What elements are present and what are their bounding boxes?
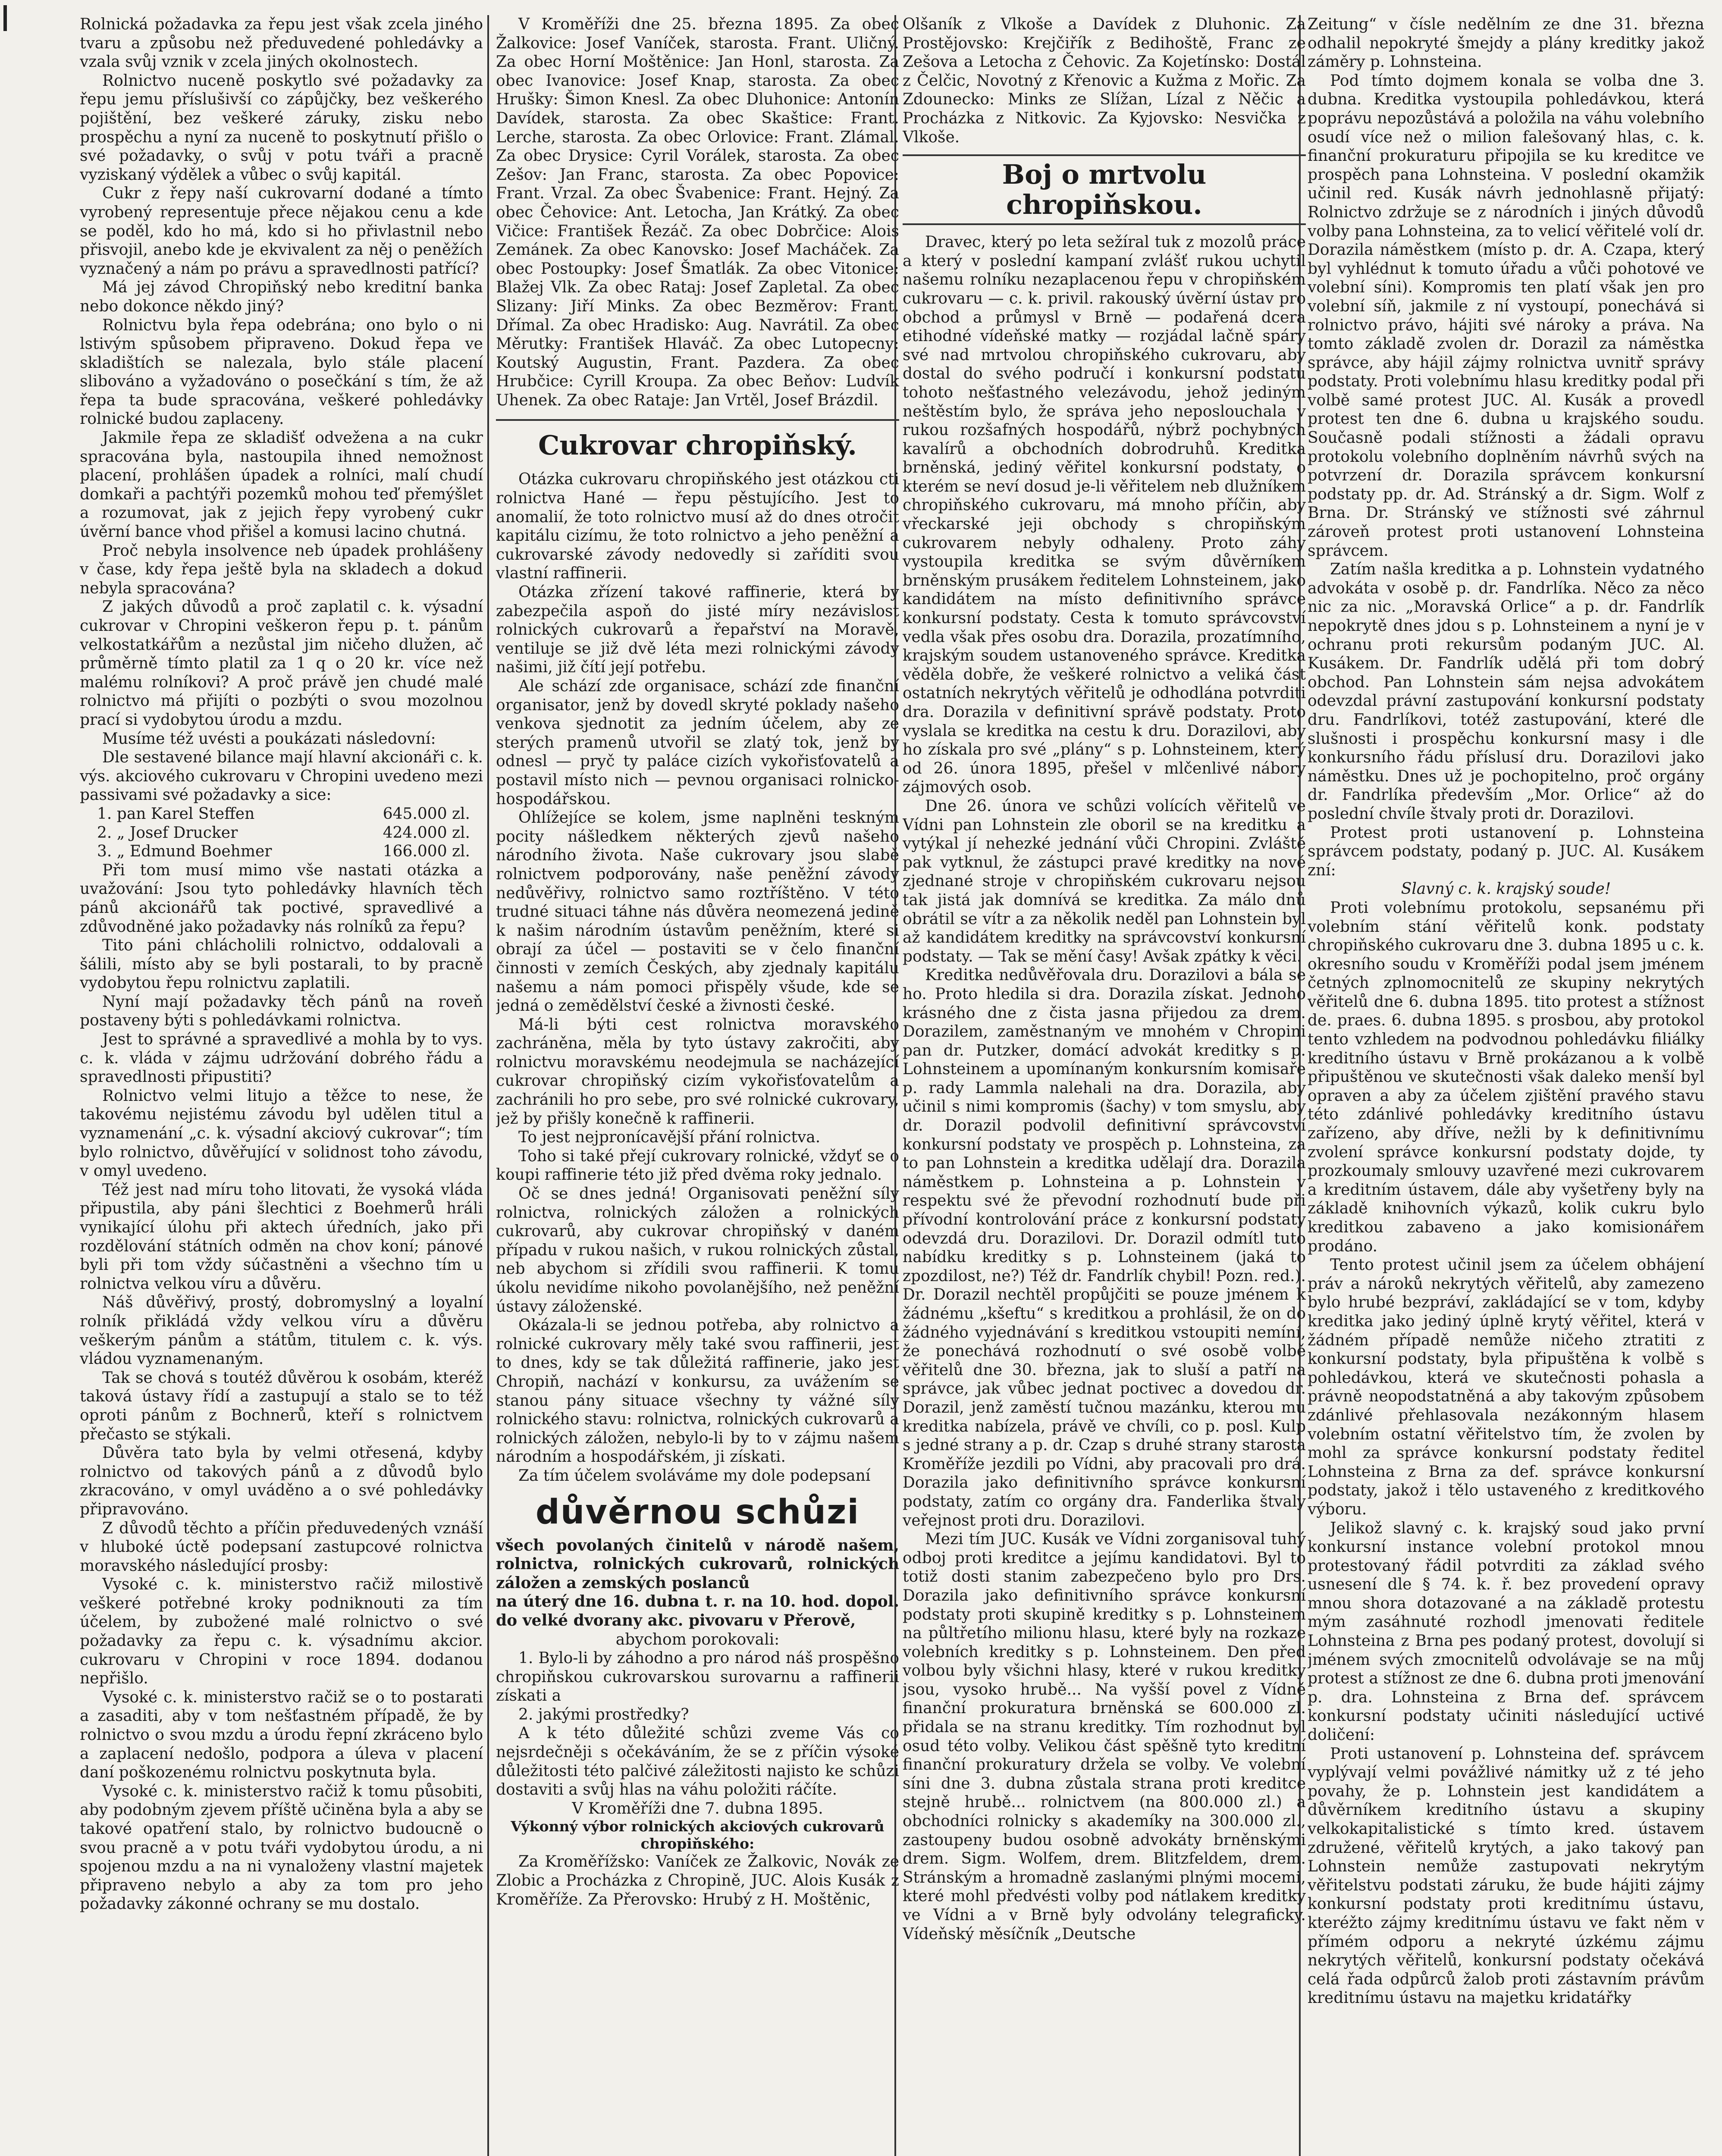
paragraph: Jelikož slavný c. k. krajský soud jako první konkursní instance volební protokol mnou protestovaný řádil potvrditi za základ svého usnesení dle § 74. k. ř. bez provedení opravy mnou shora dotazované a na základě protestu mým zasáhnuté rozhodl jmenovati ředitele Lohnsteina z Brna pes podaný protest, dovolují si jménem svých zmocnitelů odvolávaje se na můj protest a stížnost ze dne 6. dubna proti jmenování p. dra. Lohnsteina z Brna def. správcem konkursní podstaty učiniti následující uctivé doličení: bbox=[1308, 1519, 1704, 1744]
paragraph: Vysoké c. k. ministerstvo račiž se o to postarati a zasaditi, aby v tom nešťastném případě, že by rolnictvo o svou mzdu a úrodu řepní zkráceno bylo a zaplacení nedošlo, podpora a úleva v placení daní poškozenému rolnictvu poskytnuta byla. bbox=[80, 1688, 483, 1782]
dateline: V Kroměříži dne 7. dubna 1895. bbox=[572, 1799, 823, 1818]
paragraph: Okázala-li se jednou potřeba, aby rolnictvo a rolnické cukrovary měly také svou raffinerii, jest to dnes, kdy se tak důležitá raffinerie, jako jest Chropiň, nachází v konkursu, za uvážením se stanou pány situace všechny ty vážné síly rolnického stavu: rolnictva, rolnických cukrovarů a rolnických záložen, nebylo-li by to v zájmu našem národním a hospodářském, ji získati. bbox=[496, 1316, 899, 1466]
meeting-date: na úterý dne 16. dubna t. r. na 10. hod. dopol. do velké dvorany akc. pivovaru v Přerově, bbox=[496, 1592, 899, 1630]
paragraph: Tento protest učinil jsem za účelem obhájení práv a nároků nekrytých věřitelů, aby zamezeno bylo hrubé bezpráví, zakládající se v tom, kdyby kreditka jako jediný úplně krytý věřitel, která v žádném případě nemůže ničeho ztratiti z konkursní podstaty, byla připuštěna k volbě s pohledávkou, která ve skutečnosti pohasla a právně neopodstatněná a aby takovým způsobem zdánlivé přehlasovala nezákonným hlasem volebním ostatní věřitelstvo tím, že zvolen by mohl za správce konkursní podstaty ředitel Lohnsteina z Brna za def. správce konkursní podstaty, jakož i tělo ustaveného z kreditkového výboru. bbox=[1308, 1256, 1704, 1518]
paragraph: V Kroměříži dne 25. března 1895. Za obec Žalkovice: Josef Vaníček, starosta. Frant. Uličný. Za obec Horní Moštěnice: Jan Honl, starosta. Za obec Ivanovice: Josef Knap, starosta. Za obec Hrušky: Šimon Knesl. Za obec Dluhonice: Antonín Davídek, starosta. Za obec Skaštice: Frant. Lerche, starosta. Za obec Orlovice: Frant. Zlámal. Za obec Drysice: Cyril Vorálek, starosta. Za obec Zešov: Jan Franc, starosta. Za obec Popovice: Frant. Vrzal. Za obec Švabenice: Frant. Hejný. Za obec Čehovice: Ant. Letocha, Jan Krátký. Za obec Vičice: František Řezáč. Za obec Dobrčice: Alois Zemánek. Za obec Kanovsko: Josef Macháček. Za obec Postoupky: Josef Šmatlák. Za obec Vitonice: Blažej Vlk. Za obec Rataj: Josef Zapletal. Za obec Slizany: Jiří Minks. Za obec Bezměrov: Frant. Dřímal. Za obec Hradisko: Aug. Navrátil. Za obec Měrutky: František Hlaváč. Za obec Lutopecny: Koutský Augustin, Frant. Pazdera. Za obec Hrubčice: Cyrill Kroupa. Za obec Beňov: Ludvík Uhenek. Za obec Rataje: Jan Vrtěl, Josef Brázdil. bbox=[496, 16, 899, 409]
paragraph: Toho si také přejí cukrovary rolnické, vždyť se o koupi raffinerie této již před dvěma roky jednalo. bbox=[496, 1147, 899, 1184]
paragraph: Vysoké c. k. ministerstvo račiž milostivě veškeré potřebné kroky podniknouti za tím účelem, by zubožené malé rolnictvo o své požadavky za řepu c. k. výsadnímu akcior. cukrovaru v Chropini v roce 1894. dodanou nepřišlo. bbox=[80, 1576, 483, 1688]
column-4 bbox=[1308, 15, 1704, 2156]
paragraph: Oč se dnes jedná! Organisovati peněžní síly rolnictva, rolnických záložen a rolnických cukrovarů, aby cukrovar chropiňský v daném případu v rukou našich, v rukou rolnických zůstal, neb abychom si zřídili svou raffinerii. K tomu úkolu nevidíme nikoho povolanějšího, než peněžní ústavy záloženské. bbox=[496, 1185, 899, 1316]
paragraph: Otázka zřízení takové raffinerie, která by zabezpečila aspoň do jisté míry nezávislost rolnických cukrovarů a řepařství na Moravě, ventiluje se již dvě léta mezi rolnickými závody našimi, již čítí její potřebu. bbox=[496, 583, 899, 677]
paragraph: Dle sestavené bilance mají hlavní akcionáři c. k. výs. akciového cukrovaru v Chropini uvedeno mezi passivami své požadavky a sice: bbox=[80, 749, 483, 804]
paragraph: Ale schází zde organisace, schází zde finanční organisator, jenž by dovedl skryté poklady našeho venkova sjednotit za jedním účelem, aby ze sterých pramenů utvořil se zlatý tok, jenž by odnesl — pryč ty paláce cizích vykořisťovatelů a postavil místo nich — pevnou organisaci rolnicko-hospodářskou. bbox=[496, 677, 899, 808]
paragraph: Jakmile řepa ze skladišť odvežena a na cukr spracována byla, nastoupila ihned nemožnost placení, prohlášen úpadek a rolníci, malí chudí domkaři a pachtýři pozemků mohou teď přemýšlet a rozumovat, jak z jejich řepy vyrobený cukr úvěrní bance vhod přišel a komusi lacino chutná. bbox=[80, 429, 483, 541]
paragraph: Kreditka nedůvěřovala dru. Dorazilovi a bála se ho. Proto hledila si dra. Dorazila získat. Jednoho krásného dne z čista jasna přijedou za drem. Dorazilem, zaměstnaným ve mnohém v Chropini pan dr. Putzker, domácí advokát kreditky s p. Lohnsteinem a upomínaným konkursním komisaře p. rady Lammla nalehali na dra. Dorazila, aby učinil s nimi kompromis (šachy) v tom smyslu, aby dr. Dorazil podvolil definitivní správcovství konkursní podstaty ve prospěch p. Lohnsteina, za to pan Lohnstein a kreditka udělají dra. Dorazila náměstkem p. Lohnsteina a p. Lohnstein v respektu své že převodní rozhodnutí bude při přívodní kontrolování práce z konkursní podstaty odevzdá dru. Dorazilovi. Dr. Dorazil odmítl tuto nabídku kreditky s p. Lohnsteinem (jaká to zpozdilost, ne?) Též dr. Fandrlík chybil! Pozn. red.). Dr. Dorazil nechtěl propůjčiti se pouze jménem k žádnému „kšeftu“ s kreditkou a prohlásil, že on do žádného vyjednávání s kreditkou vstoupiti nemíní, že ponechává rozhodnutí o své osobě volbě věřitelů dne 30. března, jak to sluší a patří na správce, jak vůbec jednat poctivec a dovedou dr. Dorazil, jenž zaměstí tučnou mazánku, kterou mu kreditka nabízela, právě ve chvíli, co p. posl. Kulp s jedné strany a p. dr. Czap s druhé strany starosta Kroměříže jezdili po Vídni, aby pracovali pro drá. Dorazila jako definitivního správce konkursní podstaty, zatím co orgány dra. Fanderlika štvaly veřejnost proti dru. Dorazilovi. bbox=[903, 966, 1306, 1529]
paragraph: Nyní mají požadavky těch pánů na roveň postaveny býti s pohledávkami rolnictva. bbox=[80, 993, 483, 1030]
paragraph: Z důvodů těchto a příčin předuvedených vznáší v hluboké úctě podepsaní zastupcové rolnictva moravského následující prosby: bbox=[80, 1519, 483, 1575]
paragraph: všech povolaných činitelů v národě našem, rolnictva, rolnických cukrovarů, rolnických záložen a zemských poslanců bbox=[496, 1536, 899, 1592]
paragraph: Důvěra tato byla by velmi otřesená, kdyby rolnictvo od takových pánů a z důvodů bylo zkracováno, v omyl uváděno a o své pohledávky připravováno. bbox=[80, 1444, 483, 1518]
paragraph: Zatím našla kreditka a p. Lohnstein vydatného advokáta v osobě p. dr. Fandrlíka. Něco za něco nic za nic. „Moravská Orlice“ a p. dr. Fandrlík nepokrytě dnes jdou s p. Lohnsteinem a nyní je v ochranu proti rekursům podaným JUC. Al. Kusákem. Dr. Fandrlík udělá při tom dobrý obchod. Pan Lohnstein sám nejsa advokátem odevzdal právní zastupování konkursní podstaty dru. Fandrlíkovi, totéž zastupování, které dle slušnosti i prospěchu konkursní masy i dle konkursního řádu příslusí dru. Dorazilovi jako náměstku. Dnes už je pochopitelno, proč orgány dr. Fandrlíka především „Mor. Orlice“ až do poslední chvíle štvaly proti dr. Dorazilovi. bbox=[1308, 561, 1704, 823]
paragraph: Rolnictvu byla řepa odebrána; ono bylo o ni lstivým spůsobem připraveno. Dokud řepa ve skladištích se nalezala, bylo stále placení slibováno a vyžadováno o posečkání s tím, že až řepa ta bude spracována, veškeré pohledávky rolnické budou zaplaceny. bbox=[80, 316, 483, 428]
paragraph: Má jej závod Chropiňský nebo kreditní banka nebo dokonce někdo jiný? bbox=[80, 279, 483, 315]
list-item: 2. „ Josef Drucker 424.000 zl. bbox=[97, 824, 470, 842]
paragraph: Jest to správné a spravedlivé a mohla by to vys. c. k. vláda v zájmu udržování dobrého řádu a spravedlnosti připustiti? bbox=[80, 1031, 483, 1086]
article-heading: Cukrovar chropiňský. bbox=[538, 429, 857, 461]
paragraph: Otázka cukrovaru chropiňského jest otázkou cti rolnictva Hané — řepu pěstujícího. Jest to anomalií, že toto rolnictvo musí až do dnes otročit kapitálu cizímu, že toto rolnictvo a jeho peněžní a cukrovarské závody nedovedly si zaříditi svou vlastní raffinerii. bbox=[496, 470, 899, 583]
paragraph: Při tom musí mimo vše nastati otázka a uvažování: Jsou tyto pohledávky hlavních těch pánů akcionářů tak poctivé, spravedlivé a zdůvodněné jako požadavky nás rolníků za řepu? bbox=[80, 861, 483, 936]
paragraph: 2. jakými prostředky? bbox=[518, 1705, 689, 1724]
paragraph: Musíme též uvésti a poukázati následovní: bbox=[102, 730, 436, 748]
paragraph: Proti ustanovení p. Lohnsteina def. správcem vyplývají velmi povážlivé námitky už z té jeho povahy, že p. Lohnstein jest kandidátem a důvěrníkem kreditního ústavu a skupiny velkokapitalistické s tímto kred. ústavem združené, věřitelů krytých, a jako takový pan Lohnstein nemůže zastupovati nekrytým věřitelstvu podstati záruku, že bude hájiti zájmy konkursní podstaty proti kreditnímu ústavu, kteréžto zájmy kreditnímu ústavu ve fakt něm v přímém odporu a nekryté úzkému zájmu nekrytých věřitelů, konkursní podstaty očekává celá řada odpůrců žalob proti zástavním právům kreditnímu ústavu na majetku kridatářky bbox=[1308, 1745, 1704, 2007]
heading-box bbox=[903, 154, 1306, 225]
article-heading: Boj o mrtvolu chropiňskou. bbox=[1002, 159, 1207, 221]
paragraph: Tito páni chlácholili rolnictvo, oddalovali a šálili, místo aby se byli postarali, to by pracně vydobytou řepu rolnictvu zaplatili. bbox=[80, 937, 483, 992]
paragraph: A k této důležité schůzi zveme Vás co nejsrdečněji s očekáváním, že se z příčin výsoké důležitosti této palčivé záležitosti najisto ke schůzi dostaviti a svůj hlas na váhu položiti ráčíte. bbox=[496, 1724, 899, 1799]
column-3 bbox=[903, 15, 1306, 2156]
committee-title: Výkonný výbor rolnických akciových cukrovarů chropiňského: bbox=[511, 1818, 885, 1852]
paragraph: Ohlížejíce se kolem, jsme naplněni teskným pocity nášledkem některých zjevů našeho národního života. Naše cukrovary jsou slabě rolnictvem podporovány, naše peněžní závody nedůvěřivy, rolnictvo samo roztříštěno. V této trudné situaci táhne nás důvěra neomezená jedině k našim národním ústavům peněžním, které si obrají za účel — postaviti se v čelo finanční činnosti v zemích Českých, aby zjednaly kapitálu našemu a nám pomoci přispěly všude, kde se jedná o zemědělství české a živnosti české. bbox=[496, 809, 899, 1015]
paragraph: Vysoké c. k. ministerstvo račiž k tomu působiti, aby podobným zjevem příště učiněna byla a aby se takové opatření stalo, by rolnictvo budoucně o svou pracně a v potu tváři vydobytou úrodu, a ni spojenou mzdu a na ni vynaloženy vlastní majetek připraveno nebylo a aby za tom pro jeho požadavky zákonné ochrany se mu dostalo. bbox=[80, 1782, 483, 1913]
paragraph: Rolnická požadavka za řepu jest však zcela jiného tvaru a způsobu než předuvedené pohledávky a vzala svůj vznik v zcela jiných okolnostech. bbox=[80, 16, 483, 71]
paragraph: Cukr z řepy naší cukrovarní dodané a tímto vyrobený representuje přece nějakou cenu a kde se poděl, kdo ho má, kdo si ho přivlastnil nebo přisvojil, anebo kde je ekvivalent za něj o peněžích vyznačený a nám po právu a spravedlnosti patřící? bbox=[80, 185, 483, 278]
paragraph: Olšaník z Vlkoše a Davídek z Dluhonic. Za Prostějovsko: Krejčiřík z Bedihoště, Franc ze Zešova a Letocha z Čehovic. Za Kojetínsko: Dostál z Čelčic, Novotný z Křenovic a Kužma z Mořic. Za Zdounecko: Minks ze Slížan, Lízal z Něčic a Procházka z Nitkovic. Za Kyjovsko: Nesvička z Vlkoše. bbox=[903, 16, 1306, 146]
column-1 bbox=[80, 15, 483, 2156]
paragraph: Též jest nad míru toho litovati, že vysoká vláda připustila, aby páni šlechtici z Boehmerů hráli vynikající úlohu při aktech úředních, jako při rozdělování státních odměn na chov koní; pánové byli při tom vždy súčastněni a všechno tím u rolnictva velkou víru a důvěru. bbox=[80, 1181, 483, 1293]
paragraph: Náš důvěřivý, prostý, dobromyslný a loyalní rolník přikládá vždy velkou víru a důvěru veškerým pánům a státům, titulem c. k. výs. vládou vyznamenaným. bbox=[80, 1294, 483, 1368]
paragraph: Protest proti ustanovení p. Lohnsteina správcem podstaty, podaný p. JUC. Al. Kusákem zní: bbox=[1308, 824, 1704, 879]
list-item: 1. pan Karel Steffen 645.000 zl. bbox=[97, 805, 470, 823]
paragraph: Proč nebyla insolvence neb úpadek prohlášeny v čase, kdy řepa ještě byla na skladech a dokud nebyla spracována? bbox=[80, 542, 483, 597]
paragraph: Za tím účelem svoláváme my dole podepsaní bbox=[518, 1467, 871, 1485]
paragraph: Zeitung“ v čísle nedělním ze dne 31. března odhalil nepokryté šmejdy a plány kreditky jakož záměry p. Lohnsteina. bbox=[1308, 16, 1704, 71]
paragraph: Rolnictvo velmi litujo a těžce to nese, že takovému nejistému závodu byl udělen titul a vyznamenání „c. k. výsadní akciový cukrovar“; tím bylo rolnictvo, důvěřující v solidnost toho závodu, v omyl uvedeno. bbox=[80, 1087, 483, 1180]
column-rule-1 bbox=[487, 15, 489, 2156]
paragraph: To jest nejpronícavější přání rolnictva. bbox=[518, 1128, 821, 1147]
page-edge-mark bbox=[3, 5, 7, 31]
column-2 bbox=[496, 15, 899, 2156]
list-item: 3. „ Edmund Boehmer 166.000 zl. bbox=[97, 843, 470, 861]
shareholder-list bbox=[80, 805, 483, 861]
paragraph: Rolnictvo nuceně poskytlo své požadavky za řepu jemu příslušivší co zápůjčky, bez veškerého pojištění, bez veškeré záruky, zisku nebo prospěchu a nyní za nuceně to poskytnutí přišlo o své požadavky, o svůj v potu tváři a pracně vyziskaný výdělek a vůbec o svůj kapitál. bbox=[80, 72, 483, 184]
paragraph: Má-li býti cest rolnictva moravského zachráněna, měla by tyto ústavy zakročiti, aby rolnictvu moravskému neodejmula se nacházející cukrovar chropiňský cizím vykořisťovatelům a zachránili ho pro sebe, pro své rolnické cukrovary, jež by přišly konečně k raffinerii. bbox=[496, 1015, 899, 1128]
paragraph: 1. Bylo-li by záhodno a pro národ náš prospěšno chropiňskou cukrovarskou surovarnu a raffinerii získati a bbox=[496, 1649, 899, 1705]
paragraph: Z jakých důvodů a proč zaplatil c. k. výsadní cukrovar v Chropini veškeron řepu p. t. pánům velkostatkářům a nezůstal jim ničeho dlužen, ač průměrně tímto platil za 1 q o 20 kr. více než malému rolníkovi? A proč právě jen chudé malé rolnictvo má přijíti o pozbýti o svou mozolnou prací si vydobytou úrodu a mzdu. bbox=[80, 598, 483, 729]
paragraph: Za Kroměřížsko: Vaníček ze Žalkovic, Novák ze Zlobic a Procházka z Chropině, JUC. Alois Kusák z Kroměříže. Za Přerovsko: Hrubý z H. Moštěnic, bbox=[496, 1853, 899, 1908]
paragraph: Proti volebnímu protokolu, sepsanému při volebním stání věřitelů konk. podstaty chropiňského cukrovaru dne 3. dubna 1895 u c. k. okresního soudu v Kroměříži podal jsem jménem četných zplnomocnitelů ze skupiny nekrytých věřitelů dne 6. dubna 1895. tito protest a stížnost de. praes. 6. dubna 1895. s prosbou, aby protokol tento vzhledem na podvodnou pohledávku filiálky kreditního ústavu v Brně prokázanou a k volbě připuštěnou ve skutečnosti však daleko menší byl opraven a aby za účelem zjištění pravého stavu této zdánlivé pohledávky kreditního ústavu zařízeno, aby dříve, nežli by k definitivnímu zvolení správce konkursní podstaty dojde, ty prozkoumaly smlouvy uzavřené mezi cukrovarem a kreditním ústavem, dále aby vyšetřeny byly na základě knihovních výkazů, kolik cukru bylo kreditkou zabaveno a jako komisionářem prodáno. bbox=[1308, 899, 1704, 1255]
paragraph: abychom porokovali: bbox=[615, 1630, 780, 1648]
section-divider bbox=[496, 419, 899, 421]
paragraph: Tak se chová s toutéž důvěrou k osobám, kteréž taková ústavy řídí a zastupují a stalo se to též oproti pánům z Bochnerů, kteří s rolnictvem přečasto se stýkali. bbox=[80, 1369, 483, 1443]
paragraph: Pod tímto dojmem konala se volba dne 3. dubna. Kreditka vystoupila pohledávkou, která poprávu nepozůstává a položila na váhu volebního osudí více než o milion falešovaný hlas, c. k. finanční prokuraturu připojila se ku kreditce ve prospěch pana Lohnsteina. V poslední okamžik učinil red. Kusák návrh jednohlasně přijatý: Rolnictvo zdržuje se z národních i jiných důvodů volby pana Lohnsteina, za to velicí věřitelé volí dr. Dorazila náměstkem (místo p. dr. A. Czapa, který byl vyhlédnut k tomuto úřadu a vůči pohotové ve volební síni). Kompromis ten platí však jen pro volební síň, jakmile z ní vystoupí, ponechává si rolnictvo právo, hájiti své nároky a práva. Na tomto základě zvolen dr. Dorazil za náměstka správce, aby hájil zájmy rolnictva uvnitř správy podstaty. Proti volebnímu hlasu kreditky podal při volbě samé protest JUC. Al. Kusák a provedl protest ten dne 6. dubna u krajského soudu. Současně podali stížnosti a žádali opravu protokolu volebního doplněním návrhů svých na potvrzení dr. Dorazila správcem konkursní podstaty pp. dr. Ad. Stránský a dr. Sigm. Wolf z Brna. Dr. Stránský ve stížnosti své záhrnul zároveň protest proti ustanovení Lohnsteina správcem. bbox=[1308, 72, 1704, 560]
paragraph: Mezi tím JUC. Kusák ve Vídni zorganisoval tuhý odboj proti kreditce a jejímu kandidatovi. Byl to totiž dosti stanim zabezpečeno bylo pro Drs. Dorazila jako definitivního správce konkursní podstaty proti skupině kreditky s p. Lohnsteinem na půltřetího milionu hlasu, které byly na rozkaze volebních kreditky s p. Lohnsteinem. Den před volbou byly všichni hlasy, které v rukou kreditky jsou, vysoko hrubě... Na vyšší povel z Vídně finanční prokuratura brněnská se 600.000 zl. přidala se na stranu kreditky. Tím rozhodnut byl osud této volby. Velikou část spěšně tyto kreditní finanční prokuratury držela se volby. Ve volební síni dne 3. dubna zůstala strana proti kreditce stejně hrubě... rolnictvem (na 800.000 zl.) a obchodníci rolnicky s akademíky na 300.000 zl., zastoupeny budou osobně advokáty brněnskými drem. Sigm. Wolfem, drem. Blitzfeldem, drem. Stránským a hromadně zaslanými plnými mocemi, které mohl předvésti volby pod nátlakem kreditky ve Vídni a v Brně byly odvolány telegraficky. Vídeňský měsíčník „Deutsche bbox=[903, 1530, 1306, 1943]
meeting-heading: důvěrnou schůzi bbox=[535, 1492, 860, 1532]
salutation: Slavný c. k. krajský soude! bbox=[1401, 880, 1611, 898]
paragraph: Dravec, který po leta sežíral tuk z mozolů práce a který v poslední kampaní zvlášť rukou uchytil našemu rolníku nezaplacenou řepu v chropiňském cukrovaru — c. k. privil. rakouský úvěrní ústav pro obchod a průmysl v Brně — podařená dcera etihodné vídeňské matky — rozjádal lačně spáry své nad mrtvolou chropiňského cukrovaru, aby dostal do svého područí i konkursní podstatu tohoto nešťastného velezávodu, jehož jediným neštěstím bylo, že správa jeho neposlouchala v rukou rozšafných hospodářů, nýbrž pochybných kavalírů a obchodních dobrodruhů. Kreditka brněnská, jediný věřitel konkursní podstaty, o kterém se neví dosud je-li věřitelem neb dlužníkem chropiňského cukrovaru, má mnoho příčin, aby vřeckarské jeji obchody s chropiňským cukrovarem nebyly odhaleny. Proto záhy vystoupila kreditka se svým důvěrníkem brněnským prusákem ředitelem Lohnsteinem, jako kandidátem na místo definitivního správce konkursní podstaty. Cesta k tomuto správcovství vedla však přes osobu dra. Dorazila, prozatímního, krajským soudem ustanoveného správce. Kreditka věděla dobře, že veškeré rolnictvo a veliká část ostatních nekrytých věřitelů je odhodlána potvrditi dra. Dorazila v definitivní správě podstaty. Proto vyslala se kreditka na cestu k dru. Dorazilovi, aby ho získala pro své „plány“ s p. Lohnsteinem, který od 26. února 1895, přešel v mlčenlivé nábory zájmových osob. bbox=[903, 233, 1306, 796]
paragraph: Dne 26. února ve schůzi volících věřitelů ve Vídni pan Lohnstein zle oboril se na kreditku a vytýkal jí nehezké jednání vůči Chropini. Zvláště pak vytknul, že zástupci pravé kreditky na nové zjednané stroje v chropiňském cukrovaru nejsou tak jistá jak domnívá se kreditka. Za málo dnů obrátil se vítr a za několik neděl pan Lohnstein byl až kandidátem kreditky na správcovství konkursní podstaty. — Tak se mění časy! Avšak zpátky k věci. bbox=[903, 797, 1306, 965]
